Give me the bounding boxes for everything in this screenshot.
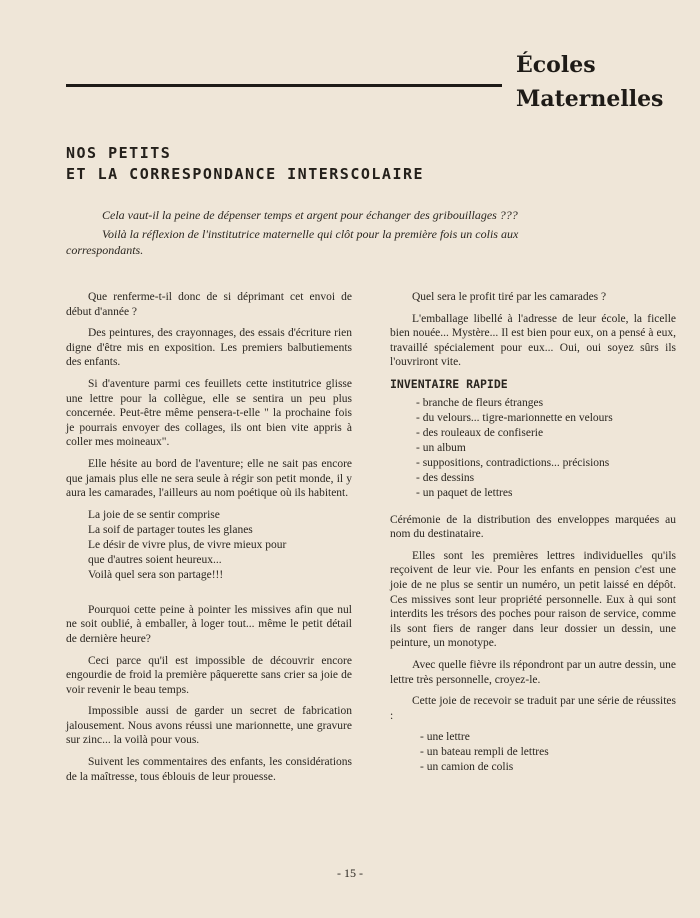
header-rule — [66, 84, 502, 87]
intro-paragraph: Cela vaut-il la peine de dépenser temps et argent pour échanger des gribouillages ??? — [102, 208, 518, 222]
page-number: - 15 - — [337, 866, 363, 880]
list-item: - du velours... tigre-marionnette en velours — [416, 411, 613, 424]
success-list — [420, 730, 676, 775]
poem-line: La soif de partager toutes les glanes — [88, 523, 253, 536]
poem-line: Voilà quel sera son partage!!! — [88, 568, 224, 581]
body-paragraph: Des peintures, des crayonnages, des essais d'écriture rien digne d'être mis en exposition. Les premiers balbutiements des enfants. — [66, 327, 352, 369]
list-item: - des dessins — [416, 471, 475, 484]
right-column — [390, 290, 676, 775]
section-title — [516, 48, 663, 116]
inventory-list — [416, 396, 676, 501]
list-item: - un paquet de lettres — [416, 486, 513, 499]
body-paragraph: Impossible aussi de garder un secret de fabrication jalousement. Nous avons réussi une marionnette, une gravure sur zinc... la voilà pour vous. — [66, 705, 352, 747]
poem-line: Le désir de vivre plus, de vivre mieux pour — [88, 538, 287, 551]
body-paragraph: Cérémonie de la distribution des enveloppes marquées au nom du destinataire. — [390, 513, 676, 541]
body-paragraph: Pourquoi cette peine à pointer les missives afin que nul ne soit oublié, à emballer, à loger tout... même le petit détail de dernière heure? — [66, 603, 352, 645]
body-paragraph: Elle hésite au bord de l'aventure; elle ne sait pas encore que jamais plus elle ne sera seule à régir son petit monde, il y aura les camarades, l'ailleurs au nom poétique où ils habitent. — [66, 457, 352, 500]
body-paragraph: Avec quelle fièvre ils répondront par un autre dessin, une lettre très personnelle, croyez-le. — [390, 658, 676, 686]
section-title-line-1: Écoles — [516, 52, 596, 78]
headline-line-2: ET LA CORRESPONDANCE INTERSCOLAIRE — [66, 165, 425, 183]
body-paragraph: Elles sont les premières lettres individuelles qu'ils reçoivent de leur vie. Pour les enfants en pension c'est une joie de ne plus se sentir un numéro, un petit laissé en dépôt. Ces missives sont leur propriété personnelle. Eux à qui sont interdits les trésors des poches pour raison de service, comme ils sont fiers de ranger dans leur dossier un dessin, une peinture, un monotype. — [390, 549, 676, 650]
body-paragraph: Quel sera le profit tiré par les camarades ? — [412, 291, 607, 303]
list-item: - une lettre — [420, 731, 470, 744]
intro-paragraphs — [66, 207, 536, 261]
list-item: - des rouleaux de confiserie — [416, 426, 544, 439]
body-paragraph: Suivent les commentaires des enfants, les considérations de la maîtresse, tous éblouis de leur prouesse. — [66, 756, 352, 783]
list-item: - un bateau rempli de lettres — [420, 746, 549, 759]
body-paragraph: Si d'aventure parmi ces feuillets cette institutrice glisse une lettre pour la collègue, elle se sentira un peu plus concernée. Peut-être même pensera-t-elle " la prochaine fois je pourrais envoyer des collages, ils ont bien vite appris à coller mes moineaux". — [66, 377, 352, 449]
list-item: - un camion de colis — [420, 761, 514, 774]
body-paragraph: Que renferme-t-il donc de si déprimant cet envoi de début d'année ? — [66, 291, 352, 318]
poem-line: La joie de se sentir comprise — [88, 508, 220, 521]
body-paragraph: L'emballage libellé à l'adresse de leur école, la ficelle bien nouée... Mystère... Il est bien pour eux, on a pensé à eux, travaillé spécialement pour eux... Oui, oui soyez sûrs ils l'ouvriront vite. — [390, 312, 676, 369]
poem — [88, 508, 352, 583]
inventory-heading: INVENTAIRE RAPIDE — [390, 376, 508, 391]
left-column — [66, 290, 352, 791]
body-paragraph: Ceci parce qu'il est impossible de découvrir encore engourdie de froid la première pâquerette sans crier sa joie de voir revenir le beau temps. — [66, 654, 352, 696]
article-headline — [66, 143, 424, 185]
list-item: - suppositions, contradictions... précisions — [416, 456, 610, 469]
poem-line: que d'autres soient heureux... — [88, 553, 222, 566]
body-paragraph: Cette joie de recevoir se traduit par une série de réussites : — [390, 695, 676, 722]
list-item: - un album — [416, 441, 466, 454]
list-item: - branche de fleurs étranges — [416, 396, 544, 409]
intro-paragraph: Voilà la réflexion de l'institutrice maternelle qui clôt pour la première fois un colis aux correspondants. — [66, 227, 519, 257]
section-title-line-2: Maternelles — [516, 86, 664, 112]
headline-line-1: NOS PETITS — [66, 144, 172, 162]
